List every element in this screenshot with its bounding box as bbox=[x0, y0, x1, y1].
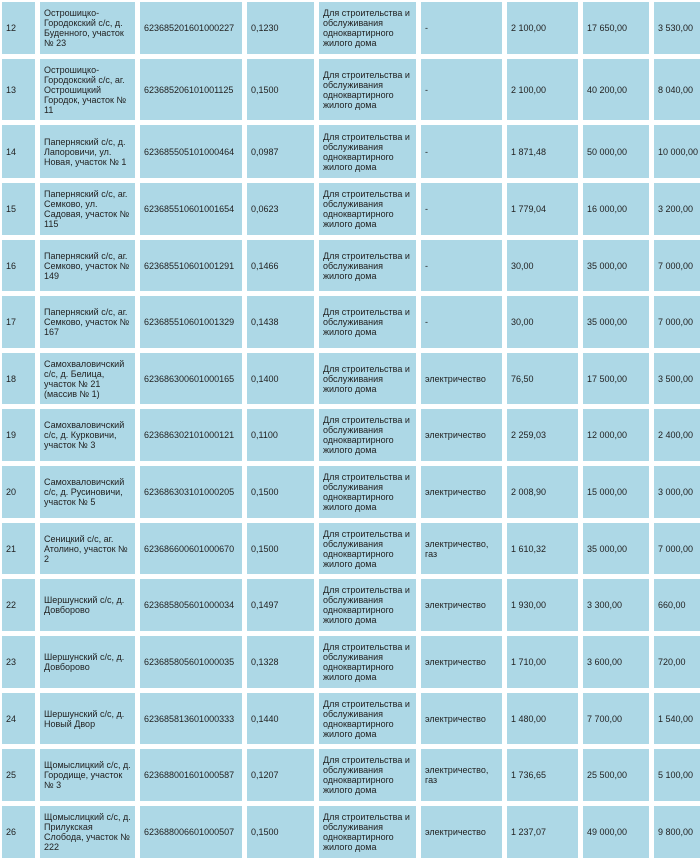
value-3: 10 000,00 bbox=[654, 125, 700, 178]
plot-utilities: - bbox=[421, 125, 502, 178]
plot-utilities: электричество, газ bbox=[421, 523, 502, 574]
row-number: 16 bbox=[2, 240, 35, 291]
value-2: 25 500,00 bbox=[583, 749, 649, 801]
plot-location: Щомыслицкий с/с, д. Городище, участок № 3 bbox=[40, 749, 135, 801]
value-1: 76,50 bbox=[507, 353, 578, 404]
cadastral-number: 623685505101000464 bbox=[140, 125, 242, 178]
plot-utilities: электричество bbox=[421, 409, 502, 461]
value-1: 30,00 bbox=[507, 240, 578, 291]
row-number: 12 bbox=[2, 2, 35, 54]
plot-area: 0,1466 bbox=[247, 240, 314, 291]
plot-purpose: Для строительства и обслуживания одноквартирного жилого дома bbox=[319, 59, 416, 120]
plot-location: Самохваловичский с/с, д. Курковичи, участок № 3 bbox=[40, 409, 135, 461]
plot-purpose: Для строительства и обслуживания жилого дома bbox=[319, 296, 416, 348]
cadastral-number: 623685805601000035 bbox=[140, 636, 242, 688]
value-3: 3 200,00 bbox=[654, 183, 700, 235]
plot-location: Острошицко-Городокский с/с, д. Буденного, участок № 23 bbox=[40, 2, 135, 54]
plot-purpose: Для строительства и обслуживания одноквартирного жилого дома bbox=[319, 749, 416, 801]
row-number: 23 bbox=[2, 636, 35, 688]
row-number: 15 bbox=[2, 183, 35, 235]
value-2: 50 000,00 bbox=[583, 125, 649, 178]
value-1: 1 779,04 bbox=[507, 183, 578, 235]
plot-area: 0,1438 bbox=[247, 296, 314, 348]
row-number: 17 bbox=[2, 296, 35, 348]
value-2: 35 000,00 bbox=[583, 240, 649, 291]
plot-utilities: электричество bbox=[421, 466, 502, 518]
value-1: 2 100,00 bbox=[507, 59, 578, 120]
value-3: 8 040,00 bbox=[654, 59, 700, 120]
value-2: 35 000,00 bbox=[583, 296, 649, 348]
value-1: 2 100,00 bbox=[507, 2, 578, 54]
value-3: 3 000,00 bbox=[654, 466, 700, 518]
cadastral-number: 623685813601000333 bbox=[140, 693, 242, 744]
cadastral-number: 623686302101000121 bbox=[140, 409, 242, 461]
plot-utilities: - bbox=[421, 183, 502, 235]
value-1: 1 710,00 bbox=[507, 636, 578, 688]
plot-utilities: - bbox=[421, 2, 502, 54]
plot-utilities: - bbox=[421, 296, 502, 348]
value-2: 16 000,00 bbox=[583, 183, 649, 235]
plot-location: Шершунский с/с, д. Довборово bbox=[40, 636, 135, 688]
cadastral-number: 623688006601000507 bbox=[140, 806, 242, 858]
row-number: 22 bbox=[2, 579, 35, 631]
value-2: 40 200,00 bbox=[583, 59, 649, 120]
plot-purpose: Для строительства и обслуживания одноквартирного жилого дома bbox=[319, 636, 416, 688]
value-3: 7 000,00 bbox=[654, 296, 700, 348]
cadastral-number: 623685805601000034 bbox=[140, 579, 242, 631]
plot-utilities: электричество bbox=[421, 579, 502, 631]
plot-location: Паперняский с/с, д. Лапоровичи, ул. Новая, участок № 1 bbox=[40, 125, 135, 178]
plot-location: Щомыслицкий с/с, д. Прилукская Слобода, участок № 222 bbox=[40, 806, 135, 858]
plot-area: 0,1500 bbox=[247, 523, 314, 574]
value-1: 1 736,65 bbox=[507, 749, 578, 801]
plot-area: 0,1500 bbox=[247, 59, 314, 120]
plot-area: 0,1500 bbox=[247, 806, 314, 858]
cadastral-number: 623686300601000165 bbox=[140, 353, 242, 404]
plot-area: 0,0623 bbox=[247, 183, 314, 235]
value-1: 1 480,00 bbox=[507, 693, 578, 744]
plot-utilities: электричество, газ bbox=[421, 749, 502, 801]
plot-purpose: Для строительства и обслуживания одноквартирного жилого дома bbox=[319, 806, 416, 858]
value-2: 15 000,00 bbox=[583, 466, 649, 518]
value-2: 12 000,00 bbox=[583, 409, 649, 461]
value-1: 1 610,32 bbox=[507, 523, 578, 574]
cadastral-number: 623688001601000587 bbox=[140, 749, 242, 801]
plot-utilities: - bbox=[421, 240, 502, 291]
value-2: 49 000,00 bbox=[583, 806, 649, 858]
plot-purpose: Для строительства и обслуживания одноквартирного жилого дома bbox=[319, 409, 416, 461]
plot-location: Самохваловичский с/с, д. Белица, участок № 21 (массив № 1) bbox=[40, 353, 135, 404]
value-1: 1 237,07 bbox=[507, 806, 578, 858]
value-1: 1 871,48 bbox=[507, 125, 578, 178]
plot-purpose: Для строительства и обслуживания одноквартирного жилого дома bbox=[319, 2, 416, 54]
value-2: 3 300,00 bbox=[583, 579, 649, 631]
plot-area: 0,1400 bbox=[247, 353, 314, 404]
plot-area: 0,1230 bbox=[247, 2, 314, 54]
value-2: 7 700,00 bbox=[583, 693, 649, 744]
row-number: 13 bbox=[2, 59, 35, 120]
cadastral-number: 623686600601000670 bbox=[140, 523, 242, 574]
plot-purpose: Для строительства и обслуживания жилого дома bbox=[319, 240, 416, 291]
plot-location: Шершунский с/с, д. Новый Двор bbox=[40, 693, 135, 744]
value-1: 2 008,90 bbox=[507, 466, 578, 518]
plot-utilities: электричество bbox=[421, 636, 502, 688]
row-number: 21 bbox=[2, 523, 35, 574]
value-2: 17 500,00 bbox=[583, 353, 649, 404]
plot-utilities: электричество bbox=[421, 693, 502, 744]
row-number: 25 bbox=[2, 749, 35, 801]
cadastral-number: 623685201601000227 bbox=[140, 2, 242, 54]
plot-location: Шершунский с/с, д. Довборово bbox=[40, 579, 135, 631]
plot-utilities: электричество bbox=[421, 353, 502, 404]
plot-purpose: Для строительства и обслуживания одноквартирного жилого дома bbox=[319, 693, 416, 744]
value-1: 1 930,00 bbox=[507, 579, 578, 631]
value-1: 30,00 bbox=[507, 296, 578, 348]
row-number: 19 bbox=[2, 409, 35, 461]
value-3: 2 400,00 bbox=[654, 409, 700, 461]
plot-utilities: - bbox=[421, 59, 502, 120]
value-3: 3 530,00 bbox=[654, 2, 700, 54]
row-number: 26 bbox=[2, 806, 35, 858]
plot-purpose: Для строительства и обслуживания жилого дома bbox=[319, 353, 416, 404]
plot-purpose: Для строительства и обслуживания одноквартирного жилого дома bbox=[319, 183, 416, 235]
plot-area: 0,1497 bbox=[247, 579, 314, 631]
plot-location: Острошицко-Городокский с/с, аг. Острошицкий Городок, участок № 11 bbox=[40, 59, 135, 120]
cadastral-number: 623686303101000205 bbox=[140, 466, 242, 518]
plot-area: 0,1328 bbox=[247, 636, 314, 688]
plot-location: Паперняский с/с, аг. Семково, участок № 167 bbox=[40, 296, 135, 348]
plot-purpose: Для строительства и обслуживания одноквартирного жилого дома bbox=[319, 466, 416, 518]
value-3: 1 540,00 bbox=[654, 693, 700, 744]
plot-location: Паперняский с/с, аг. Семково, ул. Садовая, участок № 115 bbox=[40, 183, 135, 235]
row-number: 20 bbox=[2, 466, 35, 518]
value-3: 720,00 bbox=[654, 636, 700, 688]
cadastral-number: 623685510601001329 bbox=[140, 296, 242, 348]
land-plots-table bbox=[2, 2, 698, 858]
value-2: 17 650,00 bbox=[583, 2, 649, 54]
row-number: 14 bbox=[2, 125, 35, 178]
value-3: 660,00 bbox=[654, 579, 700, 631]
plot-purpose: Для строительства и обслуживания одноквартирного жилого дома bbox=[319, 523, 416, 574]
plot-location: Паперняский с/с, аг. Семково, участок № 149 bbox=[40, 240, 135, 291]
value-3: 3 500,00 bbox=[654, 353, 700, 404]
cadastral-number: 623685510601001291 bbox=[140, 240, 242, 291]
cadastral-number: 623685510601001654 bbox=[140, 183, 242, 235]
value-3: 9 800,00 bbox=[654, 806, 700, 858]
value-3: 5 100,00 bbox=[654, 749, 700, 801]
plot-purpose: Для строительства и обслуживания одноквартирного жилого дома bbox=[319, 125, 416, 178]
value-2: 3 600,00 bbox=[583, 636, 649, 688]
plot-utilities: электричество bbox=[421, 806, 502, 858]
plot-location: Сеницкий с/с, аг. Атолино, участок № 2 bbox=[40, 523, 135, 574]
value-2: 35 000,00 bbox=[583, 523, 649, 574]
row-number: 18 bbox=[2, 353, 35, 404]
plot-area: 0,1100 bbox=[247, 409, 314, 461]
value-1: 2 259,03 bbox=[507, 409, 578, 461]
plot-purpose: Для строительства и обслуживания одноквартирного жилого дома bbox=[319, 579, 416, 631]
value-3: 7 000,00 bbox=[654, 240, 700, 291]
value-3: 7 000,00 bbox=[654, 523, 700, 574]
plot-area: 0,1500 bbox=[247, 466, 314, 518]
plot-area: 0,0987 bbox=[247, 125, 314, 178]
row-number: 24 bbox=[2, 693, 35, 744]
plot-area: 0,1207 bbox=[247, 749, 314, 801]
cadastral-number: 623685206101001125 bbox=[140, 59, 242, 120]
plot-area: 0,1440 bbox=[247, 693, 314, 744]
plot-location: Самохваловичский с/с, д. Русиновичи, участок № 5 bbox=[40, 466, 135, 518]
